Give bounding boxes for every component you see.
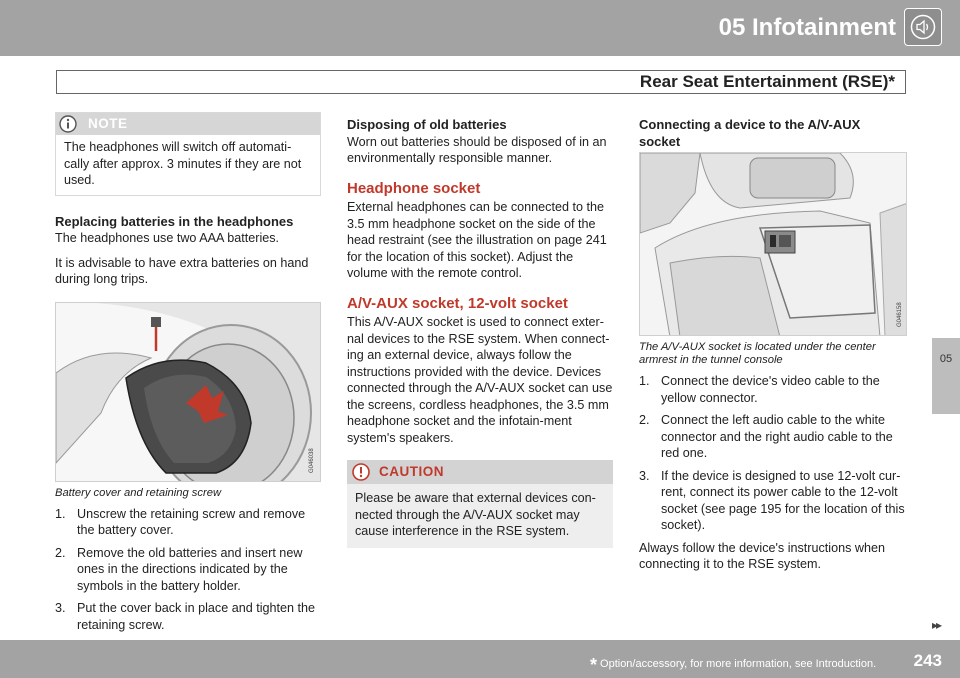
next-page-arrows-icon: ▸▸ xyxy=(931,618,940,632)
list-item: 3. Put the cover back in place and tighten the retaining screw. xyxy=(55,601,316,632)
caution-header xyxy=(347,460,613,484)
caution-label: CAUTION xyxy=(379,463,444,479)
connect-steps-list xyxy=(639,373,905,534)
note-text: The headphones will switch off automati-cally after approx. 3 minutes if they are not used. xyxy=(64,140,302,187)
list-item: 2. Connect the left audio cable to the white connector and the right audio cable to the red one. xyxy=(639,413,893,460)
note-box xyxy=(55,112,321,196)
footnote-star: * xyxy=(590,655,598,675)
disposing-text: Worn out batteries should be disposed of in an environmentally responsible manner. xyxy=(347,134,607,165)
list-item: 1. Unscrew the retaining screw and remove the battery cover. xyxy=(55,506,306,537)
column-left xyxy=(55,112,321,639)
headphone-socket-heading: Headphone socket xyxy=(347,179,481,197)
speaker-icon xyxy=(904,8,942,46)
figure-caption: Battery cover and retaining screw xyxy=(55,486,222,499)
figure-caption: The A/V-AUX socket is located under the center armrest in the tunnel console xyxy=(639,341,876,366)
caution-box xyxy=(347,460,613,548)
side-tab-label: 05 xyxy=(939,353,953,365)
batteries-paragraph-1: The headphones use two AAA batteries. xyxy=(55,231,280,245)
warning-icon xyxy=(352,463,370,481)
battery-cover-figure xyxy=(55,302,321,482)
footer-bar xyxy=(0,640,960,678)
aux-socket-text: This A/V-AUX socket is used to connect exter-nal devices to the RSE system. When connect-ing an external device, always follow the instructions provided with the device. Devices connected through the A/V-AUX socket can use the screens, cordless headphones, the 3.5 mm headphone socket and the infotain-ment system's speakers. xyxy=(347,315,613,445)
battery-steps-list xyxy=(55,506,321,634)
caution-text: Please be aware that external devices con-nected through the A/V-AUX socket may cause interference in the RSE system. xyxy=(355,491,596,538)
chapter-header-bar xyxy=(0,0,960,56)
section-header xyxy=(56,70,906,94)
footnote xyxy=(590,655,876,676)
chapter-side-tab xyxy=(932,338,960,414)
aux-socket-heading: A/V-AUX socket, 12-volt socket xyxy=(347,294,568,312)
console-illustration xyxy=(640,153,907,336)
info-icon xyxy=(59,115,77,133)
chapter-title: 05 Infotainment xyxy=(718,14,896,41)
batteries-paragraph-2: It is advisable to have extra batteries on hand during long trips. xyxy=(55,255,309,286)
note-label: NOTE xyxy=(88,115,128,131)
section-title: Rear Seat Entertainment (RSE)* xyxy=(639,72,895,91)
headphone-illustration xyxy=(56,303,321,482)
page-number: 243 xyxy=(913,651,942,670)
closing-text: Always follow the device's instructions when connecting it to the RSE system. xyxy=(639,540,885,571)
headphone-socket-text: External headphones can be connected to the 3.5 mm headphone socket on the side of the head restraint (see the illustration on page 241 for the location of this socket). Adjust the volume with the remote control. xyxy=(347,200,607,280)
list-item: 1. Connect the device's video cable to the yellow connector. xyxy=(639,374,880,405)
figure-code: G046158 xyxy=(897,302,903,327)
column-middle xyxy=(347,117,613,548)
column-right xyxy=(639,117,905,573)
connect-device-heading: Connecting a device to the A/V-AUX socket xyxy=(639,117,861,149)
batteries-heading: Replacing batteries in the headphones xyxy=(55,213,294,229)
footnote-text: Option/accessory, for more information, see Introduction. xyxy=(600,658,877,670)
list-item: 3. If the device is designed to use 12-volt cur-rent, connect its power cable to the 12-volt socket (see page 195 for the location of this socket). xyxy=(639,468,905,532)
note-header xyxy=(56,113,320,135)
figure-code: G046038 xyxy=(309,447,315,473)
aux-socket-figure xyxy=(639,152,907,336)
list-item: 2. Remove the old batteries and insert new ones in the directions indicated by the symbols in the battery holder. xyxy=(55,545,303,593)
disposing-heading: Disposing of old batteries xyxy=(347,117,507,132)
